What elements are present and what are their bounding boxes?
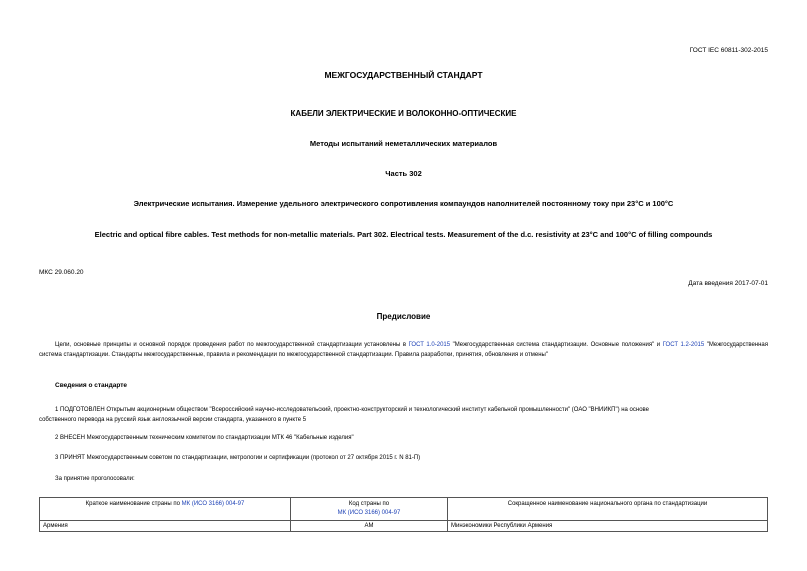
- preface-text-a: Цели, основные принципы и основной порядок проведения работ по межгосударственной стандартизации установлены в: [55, 342, 409, 348]
- countries-table: [39, 497, 768, 532]
- mks-code: МКС 29.060.20: [39, 269, 84, 276]
- preface-paragraph: [39, 340, 768, 360]
- header-body: Сокращенное наименование национального органа по стандартизации: [448, 498, 768, 521]
- gost-1-2-link[interactable]: ГОСТ 1.2-2015: [662, 342, 705, 348]
- preface-text-c: "Межгосударственная система стандартизации. Стандарты межгосударственные, правила и рекомендации по межгосударственной стандартизации. Правила разработки, принятия, обновления и отмены": [39, 342, 768, 358]
- header-code: [291, 498, 448, 521]
- header-country-text: Краткое наименование страны по: [85, 501, 182, 507]
- table-header-row: [40, 498, 768, 521]
- gost-1-0-link[interactable]: ГОСТ 1.0-2015: [408, 342, 451, 348]
- item-2-introduced: 2 ВНЕСЕН Межгосударственным техническим комитетом по стандартизации МТК 46 "Кабельные изделия": [55, 435, 354, 441]
- mk-iso-code-link[interactable]: МК (ИСО 3166) 004-97: [337, 510, 401, 516]
- voted-label: За принятие проголосовали:: [55, 476, 135, 482]
- cell-code: AM: [291, 521, 448, 532]
- mk-iso-link[interactable]: МК (ИСО 3166) 004-97: [181, 501, 245, 507]
- methods-title: Методы испытаний неметаллических материалов: [309, 139, 498, 148]
- item-1-prepared: 1 ПОДГОТОВЛЕН Открытым акционерным обществом "Всероссийский научно-исследовательский, проектно-конструкторский и технологический институт кабельной промышленности" (ОАО "ВНИИКП") на основе: [55, 407, 649, 413]
- standard-title: МЕЖГОСУДАРСТВЕННЫЙ СТАНДАРТ: [324, 70, 483, 80]
- item-1-prepared-cont: собственного перевода на русский язык англоязычной версии стандарта, указанного в пункте 5: [39, 417, 307, 423]
- cell-body: Минэкономики Республики Армения: [448, 521, 768, 532]
- preface-text-b: "Межгосударственная система стандартизации. Основные положения" и: [450, 342, 663, 348]
- document-code: ГОСТ IEC 60811-302-2015: [689, 47, 768, 54]
- preface-title: Предисловие: [376, 312, 431, 321]
- russian-subtitle: Электрические испытания. Измерение удельного электрического сопротивления компаундов наполнителей постоянному току при 23°С и 100°С: [133, 199, 674, 208]
- intro-date: Дата введения 2017-07-01: [688, 280, 768, 287]
- table-row: [40, 521, 768, 532]
- cable-title: КАБЕЛИ ЭЛЕКТРИЧЕСКИЕ И ВОЛОКОННО-ОПТИЧЕСКИЕ: [290, 109, 517, 118]
- part-title: Часть 302: [385, 169, 422, 178]
- cell-country: Армения: [40, 521, 291, 532]
- item-3-adopted: 3 ПРИНЯТ Межгосударственным советом по стандартизации, метрологии и сертификации (протокол от 27 октября 2015 г. N 81-П): [55, 455, 421, 461]
- standard-info-title: Сведения о стандарте: [55, 382, 128, 389]
- english-subtitle: Electric and optical fibre cables. Test methods for non-metallic materials. Part 302. Electrical tests. Measurement of the d.c. resistivity at 23°C and 100°C of filling compounds: [94, 230, 713, 239]
- header-code-text: Код страны по: [348, 501, 390, 507]
- header-country: [40, 498, 291, 521]
